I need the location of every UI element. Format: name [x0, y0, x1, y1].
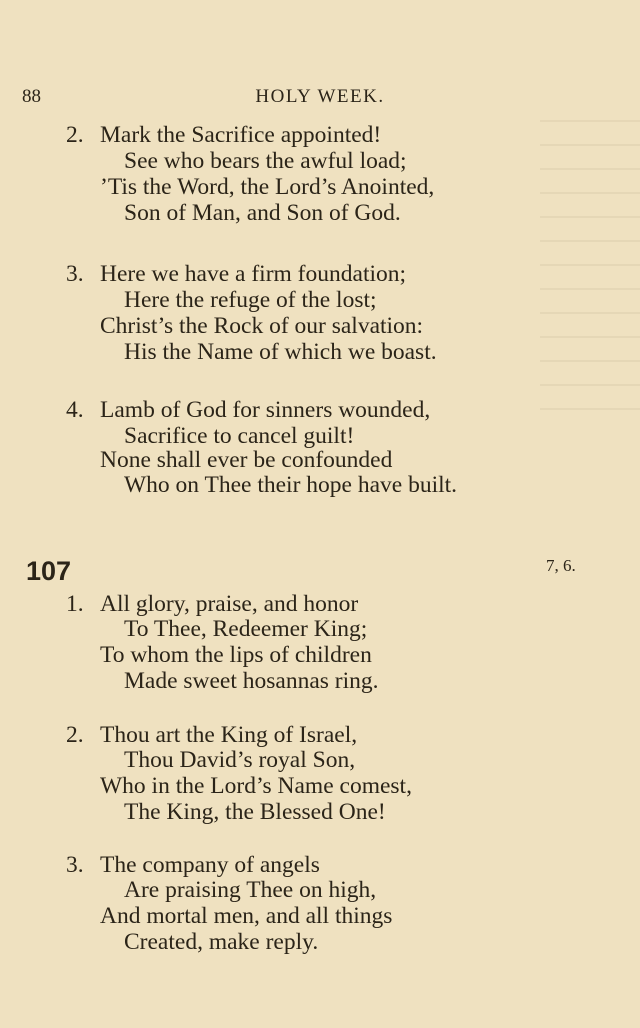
verse-line: To whom the lips of children [100, 642, 372, 668]
verse-line: Here we have a firm foundation; [100, 261, 407, 287]
verse-line: Lamb of God for sinners wounded, [100, 397, 431, 423]
hymn-number: 107 [26, 556, 72, 586]
verse-line: Who on Thee their hope have built. [124, 472, 458, 498]
page-number: 88 [22, 86, 41, 107]
verse-line: Who in the Lord’s Name comest, [100, 773, 412, 799]
verse-line: To Thee, Redeemer King; [124, 616, 368, 642]
verse-line: The company of angels [100, 852, 320, 878]
verse-line: None shall ever be confounded [100, 447, 393, 473]
verse-line: Mark the Sacrifice appointed! [100, 122, 382, 148]
verse-line: Here the refuge of the lost; [124, 287, 377, 313]
meter-marking: 7, 6. [546, 556, 576, 575]
verse-line: Christ’s the Rock of our salvation: [100, 313, 424, 339]
stanza-number: 2. [66, 122, 84, 148]
stanza-number: 3. [66, 852, 84, 878]
verse-line: ’Tis the Word, the Lord’s Anointed, [100, 174, 435, 200]
stanza-number: 2. [66, 722, 84, 748]
stanza-number: 4. [66, 397, 84, 423]
verse-line: Thou David’s royal Son, [124, 747, 356, 773]
verse-line: Created, make reply. [124, 929, 319, 955]
stanza-number: 1. [66, 591, 84, 617]
stanza-number: 3. [66, 261, 84, 287]
verse-line: His the Name of which we boast. [124, 339, 437, 365]
verse-line: Thou art the King of Israel, [100, 722, 358, 748]
bleed-through-text [540, 120, 640, 500]
verse-line: Made sweet hosannas ring. [124, 668, 379, 694]
verse-line: The King, the Blessed One! [124, 799, 386, 825]
verse-line: See who bears the awful load; [124, 148, 407, 174]
running-head: HOLY WEEK. [255, 86, 385, 107]
verse-line: Son of Man, and Son of God. [124, 200, 401, 226]
verse-line: All glory, praise, and honor [100, 591, 359, 617]
verse-line: Are praising Thee on high, [124, 877, 377, 903]
verse-line: And mortal men, and all things [100, 903, 393, 929]
verse-line: Sacrifice to cancel guilt! [124, 423, 355, 449]
